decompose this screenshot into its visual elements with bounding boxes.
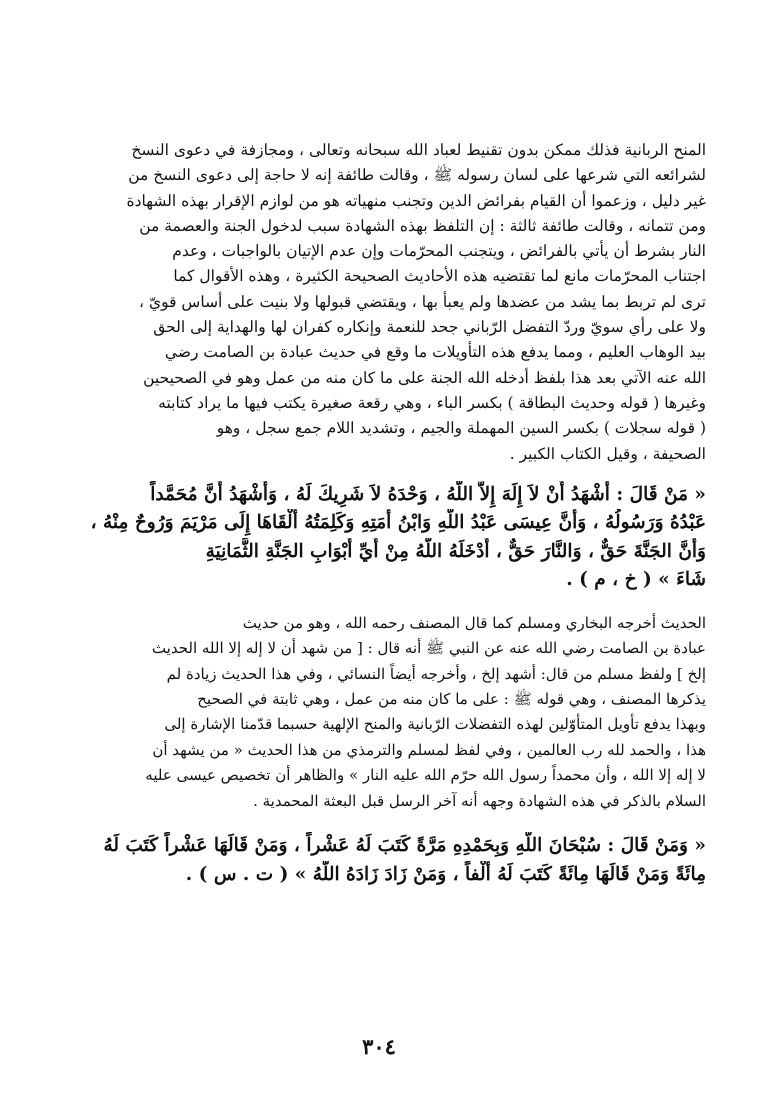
hadith-text-2: [52, 832, 706, 889]
hadith-line: عَبْدُهُ وَرَسُولُهُ ، وَأَنَّ عِيسَى عَبْدُ اللَّهِ وَابْنُ أَمَتِهِ وَكَلِمَتُهُ أَلْقَاهَا إِلَى مَرْيَمَ وَرُوحٌ مِنْهُ ،: [90, 512, 706, 534]
text-line: وبهذا يدفع تأويل المتأوّلين لهذه التفضلات الرّبانية والمنح الإلهية حسبما قدّمنا الإشارة إلى: [164, 715, 706, 734]
text-line: الله عنه الآتي بعد هذا بلفظ أدخله الله الجنة على ما كان منه من عمل وهو في الصحيحين: [143, 368, 706, 387]
spacer: [52, 814, 706, 832]
text-line: اجتناب المحرّمات مانع لما تقتضيه هذه الأحاديث الصحيحة الكثيرة ، وهذه الأقوال كما: [173, 267, 706, 286]
text-line: لشرائعه التي شرعها على لسان رسوله ﷺ ، وقالت طائفة إنه لا حاجة إلى دعوى النسخ من: [128, 166, 706, 185]
spacer: [52, 467, 706, 481]
hadith-text-1: [52, 481, 706, 595]
text-line: عبادة بن الصامت رضي الله عنه عن النبي ﷺ أنه قال : [ من شهد أن لا إله إلا الله الحديث: [151, 639, 706, 658]
commentary-paragraph-1: [52, 138, 706, 467]
text-line: وغيرها ( قوله وحديث البطاقة ) بكسر الباء ، وهي رقعة صغيرة يكتب فيها ما يراد كتابته: [158, 393, 706, 412]
commentary-paragraph-2: [52, 611, 706, 814]
hadith-line: « وَمَنْ قَالَ : سُبْحَانَ اللَّهِ وَبِحَمْدِهِ مَرَّةً كَتَبَ لَهُ عَشْراً ، وَمَنْ قَالَهَا عَشْراً كَتَبَ لَهُ: [103, 835, 706, 857]
text-line: المنح الربانية فذلك ممكن بدون تقنيط لعباد الله سبحانه وتعالى ، ومجازفة في دعوى النسخ: [131, 141, 706, 159]
hadith-line: « مَنْ قَالَ : أَشْهَدُ أَنْ لاَ إِلَهَ إِلاَّ اللَّهُ ، وَحْدَهُ لاَ شَرِيكَ لَهُ ، وَأَشْهَدُ أَنَّ مُحَمَّداً: [150, 483, 706, 505]
text-line: لا إله إلا الله ، وأن محمداً رسول الله حرّم الله عليه النار » والظاهر أن تخصيص عيسى عليه: [145, 766, 706, 785]
text-line: إلخ ] ولفظ مسلم من قال: أشهد إلخ ، وأخرجه أيضاً النسائي ، وفي هذا الحديث زيادة لم: [166, 664, 706, 683]
text-line: ولا على رأي سويّ وردّ التفضل الرّباني جحد للنعمة وإنكاره كفران لها والهداية إلى الحق: [153, 318, 706, 337]
text-line: النار بشرط أن يأتي بالفرائض ، ويتجنب المحرّمات وإن عدم الإتيان بالواجبات ، وعدم: [172, 242, 706, 261]
text-line: ترى لم تربط بما يشد من عضدها ولم يعبأ بها ، ويقتضي قبولها ولا بنيت على أساس قويّ ،: [139, 292, 706, 311]
text-line: ومن تتمانه ، وقالت طائفة ثالثة : إن التلفظ بهذه الشهادة سبب لدخول الجنة والعصمة من: [139, 216, 706, 235]
text-line: ( قوله سجلات ) بكسر السين المهملة والجيم ، وتشديد اللام جمع سجل ، وهو: [216, 419, 706, 438]
hadith-line: وَأَنَّ الجَنَّةَ حَقٌّ ، وَالنَّارَ حَقٌّ ، أَدْخَلَهُ اللَّهُ مِنْ أَيِّ أَبْوَابِ الجَنَّةِ الثَّمَانِيَةِ: [205, 540, 706, 562]
spacer: [52, 595, 706, 611]
text-line: بيد الوهاب العليم ، ومما يدفع هذه التأويلات ما وقع في حديث عبادة بن الصامت رضي: [164, 343, 706, 362]
hadith-line: شَاءَ » ( خ ، م ) .: [566, 569, 706, 591]
text-line: غير دليل ، وزعموا أن القيام بفرائض الدين وتجنب منهياته هو من لوازم الإقرار بهذه الشهادة: [126, 191, 706, 210]
page-number: ٣٠٤: [362, 1034, 396, 1059]
hadith-line: مِائَةً وَمَنْ قَالَهَا مِائَةً كَتَبَ لَهُ أَلْفاً ، وَمَنْ زَادَ زَادَهُ اللَّهُ » ( ت . س ) .: [185, 863, 706, 885]
text-line: السلام بالذكر في هذه الشهادة وجهه أنه آخر الرسل قبل البعثة المحمدية .: [253, 791, 706, 810]
text-line: هذا ، والحمد لله رب العالمين ، وفي لفظ لمسلم والترمذي من هذا الحديث « من يشهد أن: [152, 740, 706, 759]
text-line: يذكرها المصنف ، وهي قوله ﷺ : على ما كان منه من عمل ، وهي ثابتة في الصحيح: [197, 690, 706, 709]
text-line: الصحيفة ، وقيل الكتاب الكبير .: [509, 444, 706, 463]
text-line: الحديث أخرجه البخاري ومسلم كما قال المصنف رحمه الله ، وهو من حديث: [242, 613, 706, 632]
